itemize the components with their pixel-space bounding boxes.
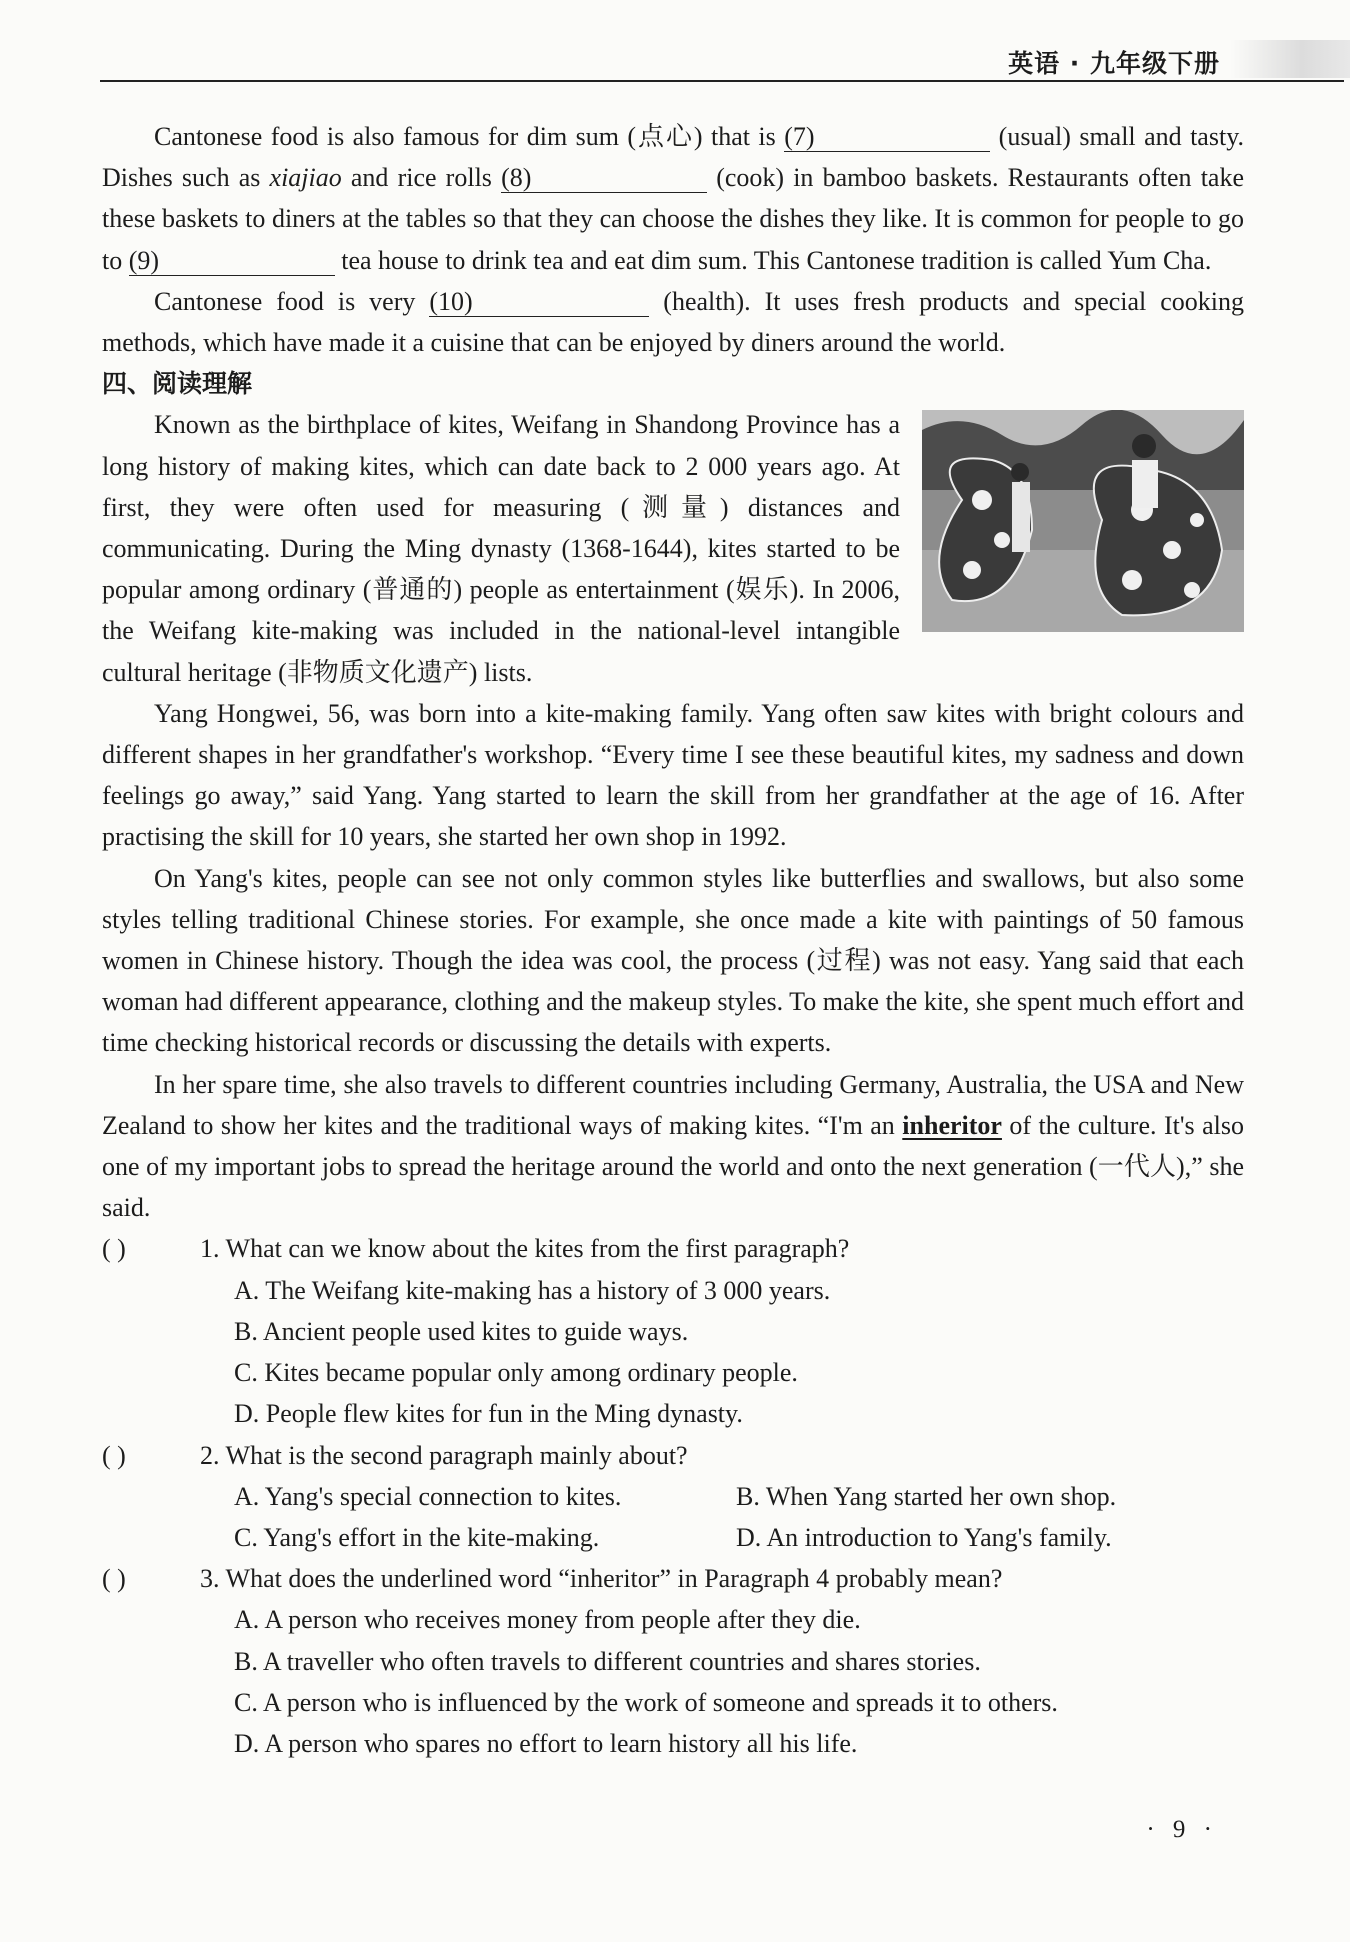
reading-paragraph-2: Yang Hongwei, 56, was born into a kite-making family. Yang often saw kites with bright colours and different shapes in her grandfather's workshop. “Every time I see these beautiful kites, my sadness and down feelings go away,” said Yang. Yang started to learn the skill from her grandfather at the age of 16. After practising the skill for 10 years, she started her own shop in 1992. [102, 698, 1244, 852]
blank-8[interactable] [501, 164, 707, 193]
cloze-paragraph-2 [102, 281, 1244, 363]
option-row [234, 1517, 1244, 1558]
question-text: 3. What does the underlined word “inheritor” in Paragraph 4 probably mean? [200, 1564, 1003, 1594]
question-1 [102, 1228, 1244, 1434]
option-d[interactable]: D. People flew kites for fun in the Ming dynasty. [234, 1399, 743, 1429]
header-rule [100, 80, 1344, 82]
cloze-paragraph-1 [102, 116, 1244, 281]
option-a[interactable]: A. The Weifang kite-making has a history of 3 000 years. [234, 1275, 831, 1305]
text-run: (cook) in bamboo baskets. Restaurants often take these baskets to diners at the tables so that they can choose the dishes they like. It is common for people to go to [102, 163, 1244, 275]
text-run: of the culture. It's also one of my important jobs to spread the heritage around the world and onto the next generation (一代人),” she said. [102, 1110, 1244, 1223]
question-2 [102, 1435, 1244, 1559]
reading-paragraph-4 [102, 1064, 1244, 1229]
underlined-word: inheritor [902, 1110, 1002, 1140]
page-content [102, 116, 1244, 1764]
text-run: (health). It uses fresh products and special cooking methods, which have made it a cuisine that can be enjoyed by diners around the world. [102, 286, 1244, 358]
option-row [234, 1476, 1244, 1517]
option-b[interactable]: B. A traveller who often travels to different countries and shares stories. [234, 1646, 981, 1676]
option-a[interactable]: A. Yang's special connection to kites. [234, 1481, 622, 1511]
blank-label: (7) [784, 122, 815, 151]
question-text: 2. What is the second paragraph mainly about? [200, 1440, 688, 1470]
blank-10[interactable] [429, 288, 649, 317]
italic-term: xiajiao [269, 163, 342, 193]
blank-label: (10) [429, 286, 473, 316]
option-c[interactable]: C. Kites became popular only among ordinary people. [234, 1358, 798, 1388]
book-title: 英语 · 九年级下册 [1008, 49, 1220, 78]
option-c[interactable]: C. A person who is influenced by the work of someone and spreads it to others. [234, 1687, 1058, 1717]
blank-7[interactable] [784, 123, 990, 152]
reading-paragraph-3: On Yang's kites, people can see not only common styles like butterflies and swallows, but also some styles telling traditional Chinese stories. For example, she once made a kite with paintings of 50 famous women in Chinese history. Though the idea was cool, the process (过程) was not easy. Yang said that each woman had different appearance, clothing and the makeup styles. To make the kite, she spent much effort and time checking historical records or discussing the details with experts. [102, 863, 1244, 1058]
option-d[interactable]: D. An introduction to Yang's family. [736, 1522, 1112, 1552]
section-title: 四、阅读理解 [102, 369, 253, 399]
reading-paragraph-1: Known as the birthplace of kites, Weifang in Shandong Province has a long history of making kites, which can date back to 2 000 years ago. At first, they were often used for measuring (测量) distances and communicating. During the Ming dynasty (1368-1644), kites started to be popular among ordinary (普通的) people as entertainment (娱乐). In 2006, the Weifang kite-making was included in the national-level intangible cultural heritage (非物质文化遗产) lists. [102, 410, 900, 687]
question-text: 1. What can we know about the kites from the first paragraph? [200, 1234, 850, 1264]
option-d[interactable]: D. A person who spares no effort to learn history all his life. [234, 1728, 858, 1758]
answer-paren[interactable]: ( ) [102, 1564, 126, 1594]
option-c[interactable]: C. Yang's effort in the kite-making. [234, 1522, 600, 1552]
text-run: and rice rolls [341, 163, 502, 193]
blank-9[interactable] [129, 247, 335, 276]
blank-label: (8) [501, 163, 532, 193]
header-decoration [1230, 40, 1350, 78]
question-3 [102, 1558, 1244, 1764]
blank-label: (9) [128, 245, 160, 275]
text-run: (usual) small and tasty. Dishes such as [102, 122, 1245, 193]
answer-paren[interactable]: ( ) [102, 1234, 126, 1264]
page-header [0, 0, 1350, 84]
option-a[interactable]: A. A person who receives money from people after they die. [234, 1605, 861, 1635]
kite-photo [922, 410, 1244, 632]
answer-paren[interactable]: ( ) [102, 1440, 126, 1470]
text-run: In her spare time, she also travels to different countries including Germany, Australia, the USA and New Zealand to show her kites and the traditional ways of making kites. “I'm an [102, 1069, 1244, 1140]
text-run: Cantonese food is very [154, 286, 430, 316]
text-run: Cantonese food is also famous for dim sum (点心) that is [154, 122, 785, 151]
option-b[interactable]: B. When Yang started her own shop. [736, 1481, 1117, 1511]
page-number: · 9 · [1146, 1816, 1218, 1843]
text-run: tea house to drink tea and eat dim sum. This Cantonese tradition is called Yum Cha. [334, 245, 1212, 275]
option-b[interactable]: B. Ancient people used kites to guide ways. [234, 1316, 689, 1346]
